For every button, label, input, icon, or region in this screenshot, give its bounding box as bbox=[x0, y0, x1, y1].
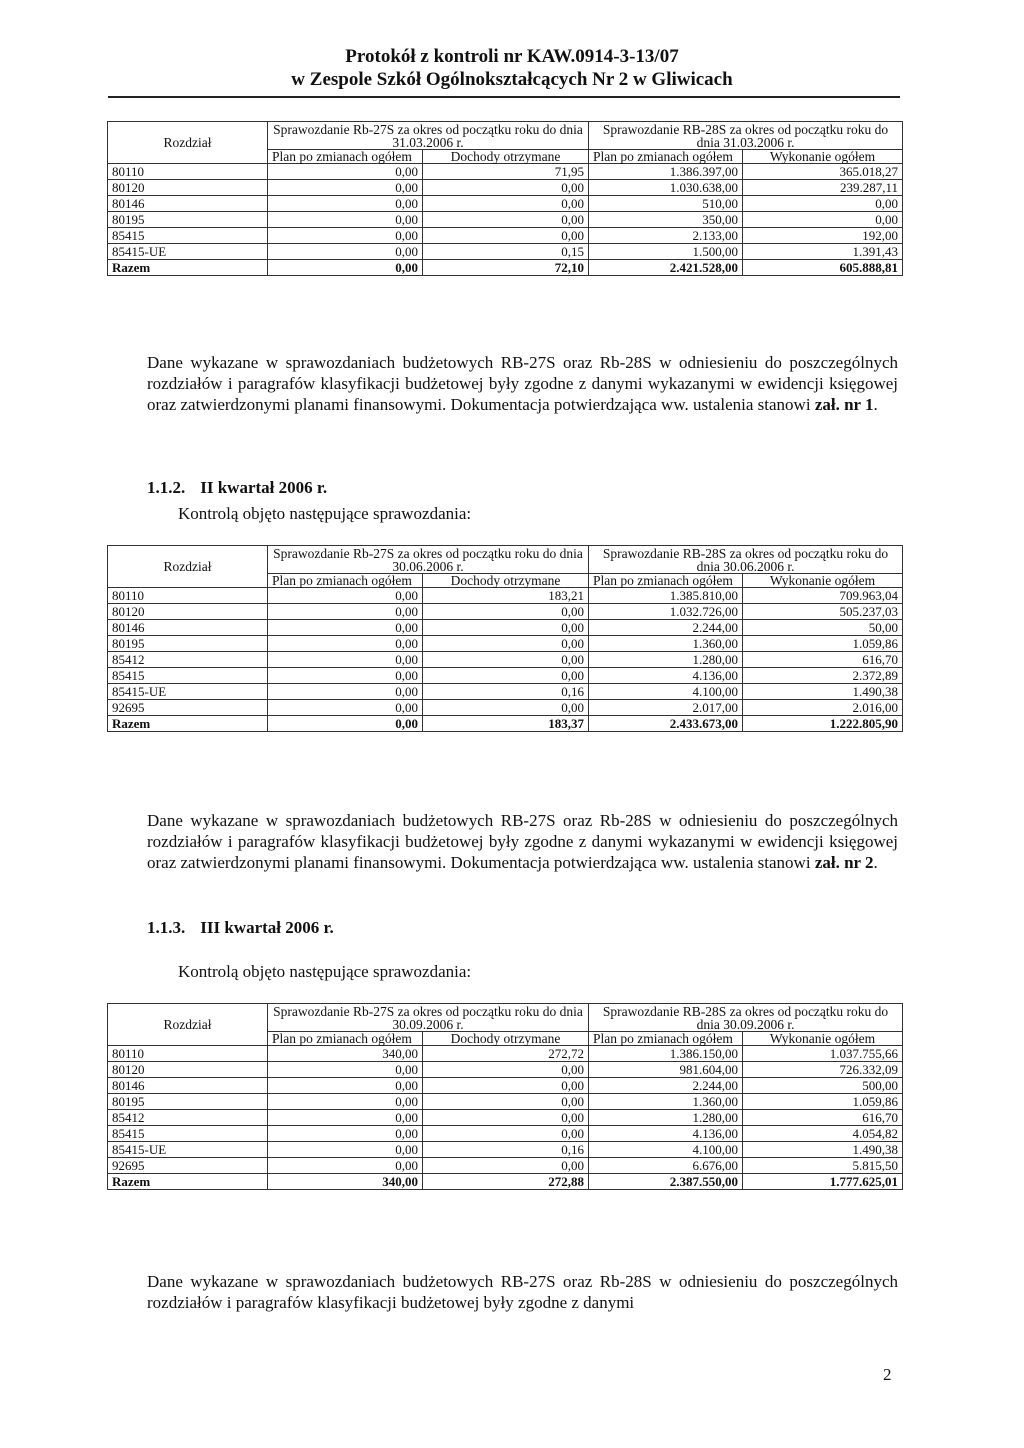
plan-28s-cell: 1.386.397,00 bbox=[589, 164, 743, 180]
wykonanie-cell: 709.963,04 bbox=[743, 588, 903, 604]
rozdzial-cell: 80146 bbox=[108, 1078, 268, 1094]
rozdzial-cell: 80110 bbox=[108, 588, 268, 604]
table-row bbox=[108, 1062, 903, 1078]
dochody-cell: 71,95 bbox=[423, 164, 589, 180]
group-rb27s: Sprawozdanie Rb-27S za okres od początku roku do dnia 30.09.2006 r. bbox=[268, 1004, 589, 1032]
dochody-cell: 0,00 bbox=[423, 1094, 589, 1110]
plan-27s-cell: 0,00 bbox=[268, 260, 423, 276]
plan-28s-cell: 1.360,00 bbox=[589, 636, 743, 652]
paragraph-3-text: Dane wykazane w sprawozdaniach budżetowych RB-27S oraz Rb-28S w odniesieniu do poszczególnych rozdziałów i paragrafów klasyfikacji budżetowej były zgodne z danymi bbox=[147, 1272, 898, 1312]
header-line-2: w Zespole Szkół Ogólnokształcących Nr 2 w Gliwicach bbox=[291, 69, 733, 90]
rozdzial-cell: 85415-UE bbox=[108, 684, 268, 700]
rozdzial-cell: 92695 bbox=[108, 1158, 268, 1174]
plan-28s-cell: 2.433.673,00 bbox=[589, 716, 743, 732]
section-title: III kwartał 2006 r. bbox=[200, 918, 334, 937]
col-rozdzial: Rozdział bbox=[108, 1004, 268, 1046]
rozdzial-cell: 85415 bbox=[108, 1126, 268, 1142]
plan-28s-cell: 1.032.726,00 bbox=[589, 604, 743, 620]
group-rb27s: Sprawozdanie Rb-27S za okres od początku roku do dnia 30.06.2006 r. bbox=[268, 546, 589, 574]
wykonanie-cell: 1.222.805,90 bbox=[743, 716, 903, 732]
col-dochody: Dochody otrzymane bbox=[423, 1032, 589, 1046]
paragraph-2-end: . bbox=[873, 853, 878, 872]
table-row bbox=[108, 1094, 903, 1110]
dochody-cell: 0,00 bbox=[423, 180, 589, 196]
col-dochody: Dochody otrzymane bbox=[423, 574, 589, 588]
paragraph-1-text: Dane wykazane w sprawozdaniach budżetowych RB-27S oraz Rb-28S w odniesieniu do poszczególnych rozdziałów i paragrafów klasyfikacji budżetowej były zgodne z danymi wykazanymi w ewidencji księgowej oraz zatwierdzonymi planami finansowymi. Dokumentacja potwierdzająca ww. ustalenia stanowi bbox=[147, 353, 898, 414]
table-row bbox=[108, 1158, 903, 1174]
wykonanie-cell: 1.059,86 bbox=[743, 636, 903, 652]
plan-28s-cell: 1.500,00 bbox=[589, 244, 743, 260]
plan-27s-cell: 0,00 bbox=[268, 604, 423, 620]
total-row bbox=[108, 1174, 903, 1190]
rozdzial-cell: 85412 bbox=[108, 1110, 268, 1126]
wykonanie-cell: 5.815,50 bbox=[743, 1158, 903, 1174]
table-row bbox=[108, 636, 903, 652]
wykonanie-cell: 616,70 bbox=[743, 652, 903, 668]
rozdzial-cell: Razem bbox=[108, 716, 268, 732]
plan-28s-cell: 4.136,00 bbox=[589, 1126, 743, 1142]
col-wykonanie: Wykonanie ogółem bbox=[743, 1032, 903, 1046]
report-table-q2 bbox=[107, 545, 903, 732]
group-rb28s: Sprawozdanie RB-28S za okres od początku roku do dnia 30.09.2006 r. bbox=[589, 1004, 903, 1032]
dochody-cell: 0,00 bbox=[423, 668, 589, 684]
dochody-cell: 0,00 bbox=[423, 700, 589, 716]
table-row bbox=[108, 244, 903, 260]
wykonanie-cell: 0,00 bbox=[743, 212, 903, 228]
wykonanie-cell: 0,00 bbox=[743, 196, 903, 212]
header-rule bbox=[108, 96, 900, 98]
section-heading-q3 bbox=[147, 918, 334, 938]
dochody-cell: 0,00 bbox=[423, 1110, 589, 1126]
plan-28s-cell: 1.030.638,00 bbox=[589, 180, 743, 196]
attachment-ref-1: zał. nr 1 bbox=[814, 395, 874, 414]
section-heading-q2 bbox=[147, 478, 327, 498]
plan-27s-cell: 0,00 bbox=[268, 716, 423, 732]
protocol-header bbox=[0, 45, 1024, 91]
plan-28s-cell: 4.136,00 bbox=[589, 668, 743, 684]
plan-28s-cell: 6.676,00 bbox=[589, 1158, 743, 1174]
plan-27s-cell: 0,00 bbox=[268, 636, 423, 652]
dochody-cell: 0,15 bbox=[423, 244, 589, 260]
wykonanie-cell: 4.054,82 bbox=[743, 1126, 903, 1142]
plan-27s-cell: 0,00 bbox=[268, 1110, 423, 1126]
plan-27s-cell: 0,00 bbox=[268, 244, 423, 260]
wykonanie-cell: 505.237,03 bbox=[743, 604, 903, 620]
wykonanie-cell: 1.059,86 bbox=[743, 1094, 903, 1110]
section-number: 1.1.2. bbox=[147, 478, 186, 497]
wykonanie-cell: 500,00 bbox=[743, 1078, 903, 1094]
total-row bbox=[108, 716, 903, 732]
rozdzial-cell: 80195 bbox=[108, 1094, 268, 1110]
table-row bbox=[108, 1110, 903, 1126]
table-row bbox=[108, 684, 903, 700]
dochody-cell: 0,00 bbox=[423, 1126, 589, 1142]
plan-27s-cell: 0,00 bbox=[268, 668, 423, 684]
dochody-cell: 0,16 bbox=[423, 684, 589, 700]
table-row bbox=[108, 1126, 903, 1142]
plan-28s-cell: 350,00 bbox=[589, 212, 743, 228]
plan-28s-cell: 1.386.150,00 bbox=[589, 1046, 743, 1062]
rozdzial-cell: 80195 bbox=[108, 636, 268, 652]
table-row bbox=[108, 604, 903, 620]
plan-28s-cell: 510,00 bbox=[589, 196, 743, 212]
wykonanie-cell: 1.777.625,01 bbox=[743, 1174, 903, 1190]
paragraph-1-end: . bbox=[873, 395, 878, 414]
dochody-cell: 0,00 bbox=[423, 604, 589, 620]
plan-27s-cell: 0,00 bbox=[268, 620, 423, 636]
rozdzial-cell: 92695 bbox=[108, 700, 268, 716]
col-rozdzial: Rozdział bbox=[108, 122, 268, 164]
dochody-cell: 0,16 bbox=[423, 1142, 589, 1158]
rozdzial-cell: 85415-UE bbox=[108, 244, 268, 260]
rozdzial-cell: 80110 bbox=[108, 1046, 268, 1062]
rozdzial-cell: 80120 bbox=[108, 604, 268, 620]
dochody-cell: 0,00 bbox=[423, 1062, 589, 1078]
wykonanie-cell: 50,00 bbox=[743, 620, 903, 636]
table-row bbox=[108, 652, 903, 668]
plan-27s-cell: 0,00 bbox=[268, 684, 423, 700]
dochody-cell: 183,37 bbox=[423, 716, 589, 732]
col-plan-27s: Plan po zmianach ogółem bbox=[268, 574, 423, 588]
rozdzial-cell: Razem bbox=[108, 1174, 268, 1190]
dochody-cell: 0,00 bbox=[423, 636, 589, 652]
group-rb27s: Sprawozdanie Rb-27S za okres od początku roku do dnia 31.03.2006 r. bbox=[268, 122, 589, 150]
col-plan-28s: Plan po zmianach ogółem bbox=[589, 150, 743, 164]
plan-28s-cell: 1.280,00 bbox=[589, 652, 743, 668]
plan-28s-cell: 4.100,00 bbox=[589, 684, 743, 700]
plan-28s-cell: 1.360,00 bbox=[589, 1094, 743, 1110]
table-row bbox=[108, 700, 903, 716]
section-number: 1.1.3. bbox=[147, 918, 186, 937]
table-row bbox=[108, 180, 903, 196]
plan-27s-cell: 0,00 bbox=[268, 1094, 423, 1110]
table-row bbox=[108, 212, 903, 228]
plan-27s-cell: 0,00 bbox=[268, 1078, 423, 1094]
plan-28s-cell: 981.604,00 bbox=[589, 1062, 743, 1078]
rozdzial-cell: 80120 bbox=[108, 180, 268, 196]
rozdzial-cell: 85415-UE bbox=[108, 1142, 268, 1158]
dochody-cell: 0,00 bbox=[423, 196, 589, 212]
table-row bbox=[108, 1142, 903, 1158]
plan-28s-cell: 2.387.550,00 bbox=[589, 1174, 743, 1190]
total-row bbox=[108, 260, 903, 276]
dochody-cell: 0,00 bbox=[423, 212, 589, 228]
col-rozdzial: Rozdział bbox=[108, 546, 268, 588]
table-row bbox=[108, 196, 903, 212]
wykonanie-cell: 616,70 bbox=[743, 1110, 903, 1126]
rozdzial-cell: 80146 bbox=[108, 620, 268, 636]
group-rb28s: Sprawozdanie RB-28S za okres od początku roku do dnia 31.03.2006 r. bbox=[589, 122, 903, 150]
paragraph-2 bbox=[147, 810, 898, 873]
intro-text-q2: Kontrolą objęto następujące sprawozdania: bbox=[178, 504, 472, 523]
dochody-cell: 0,00 bbox=[423, 652, 589, 668]
plan-27s-cell: 0,00 bbox=[268, 588, 423, 604]
wykonanie-cell: 2.016,00 bbox=[743, 700, 903, 716]
table-row bbox=[108, 228, 903, 244]
plan-27s-cell: 340,00 bbox=[268, 1174, 423, 1190]
rozdzial-cell: 85412 bbox=[108, 652, 268, 668]
group-rb28s: Sprawozdanie RB-28S za okres od początku roku do dnia 30.06.2006 r. bbox=[589, 546, 903, 574]
wykonanie-cell: 365.018,27 bbox=[743, 164, 903, 180]
wykonanie-cell: 239.287,11 bbox=[743, 180, 903, 196]
intro-text-q3: Kontrolą objęto następujące sprawozdania: bbox=[178, 962, 472, 981]
table-row bbox=[108, 668, 903, 684]
dochody-cell: 72,10 bbox=[423, 260, 589, 276]
header-line-1: Protokół z kontroli nr KAW.0914-3-13/07 bbox=[345, 46, 679, 67]
plan-27s-cell: 0,00 bbox=[268, 1158, 423, 1174]
rozdzial-cell: 85415 bbox=[108, 668, 268, 684]
dochody-cell: 272,72 bbox=[423, 1046, 589, 1062]
table-row bbox=[108, 1046, 903, 1062]
rozdzial-cell: 80195 bbox=[108, 212, 268, 228]
dochody-cell: 0,00 bbox=[423, 1078, 589, 1094]
col-dochody: Dochody otrzymane bbox=[423, 150, 589, 164]
plan-27s-cell: 0,00 bbox=[268, 1062, 423, 1078]
page-number: 2 bbox=[883, 1365, 892, 1384]
paragraph-3 bbox=[147, 1271, 898, 1313]
paragraph-2-text: Dane wykazane w sprawozdaniach budżetowych RB-27S oraz Rb-28S w odniesieniu do poszczególnych rozdziałów i paragrafów klasyfikacji budżetowej były zgodne z danymi wykazanymi w ewidencji księgowej oraz zatwierdzonymi planami finansowymi. Dokumentacja potwierdzająca ww. ustalenia stanowi bbox=[147, 811, 898, 872]
plan-27s-cell: 0,00 bbox=[268, 1142, 423, 1158]
plan-28s-cell: 4.100,00 bbox=[589, 1142, 743, 1158]
dochody-cell: 0,00 bbox=[423, 1158, 589, 1174]
wykonanie-cell: 605.888,81 bbox=[743, 260, 903, 276]
paragraph-1 bbox=[147, 352, 898, 415]
plan-28s-cell: 2.421.528,00 bbox=[589, 260, 743, 276]
table-row bbox=[108, 620, 903, 636]
dochody-cell: 0,00 bbox=[423, 228, 589, 244]
section-title: II kwartał 2006 r. bbox=[200, 478, 328, 497]
plan-28s-cell: 2.133,00 bbox=[589, 228, 743, 244]
rozdzial-cell: 85415 bbox=[108, 228, 268, 244]
attachment-ref-2: zał. nr 2 bbox=[814, 853, 874, 872]
plan-28s-cell: 2.017,00 bbox=[589, 700, 743, 716]
wykonanie-cell: 192,00 bbox=[743, 228, 903, 244]
table-row bbox=[108, 164, 903, 180]
plan-27s-cell: 0,00 bbox=[268, 700, 423, 716]
plan-27s-cell: 0,00 bbox=[268, 212, 423, 228]
plan-28s-cell: 1.385.810,00 bbox=[589, 588, 743, 604]
plan-27s-cell: 0,00 bbox=[268, 164, 423, 180]
plan-27s-cell: 340,00 bbox=[268, 1046, 423, 1062]
plan-28s-cell: 2.244,00 bbox=[589, 1078, 743, 1094]
col-plan-28s: Plan po zmianach ogółem bbox=[589, 574, 743, 588]
report-table-q1 bbox=[107, 121, 903, 276]
wykonanie-cell: 2.372,89 bbox=[743, 668, 903, 684]
wykonanie-cell: 1.391,43 bbox=[743, 244, 903, 260]
plan-28s-cell: 2.244,00 bbox=[589, 620, 743, 636]
col-plan-27s: Plan po zmianach ogółem bbox=[268, 1032, 423, 1046]
plan-27s-cell: 0,00 bbox=[268, 196, 423, 212]
plan-27s-cell: 0,00 bbox=[268, 1126, 423, 1142]
report-table-q3 bbox=[107, 1003, 903, 1190]
col-plan-28s: Plan po zmianach ogółem bbox=[589, 1032, 743, 1046]
col-wykonanie: Wykonanie ogółem bbox=[743, 574, 903, 588]
dochody-cell: 0,00 bbox=[423, 620, 589, 636]
rozdzial-cell: 80120 bbox=[108, 1062, 268, 1078]
table-row bbox=[108, 1078, 903, 1094]
plan-27s-cell: 0,00 bbox=[268, 180, 423, 196]
plan-28s-cell: 1.280,00 bbox=[589, 1110, 743, 1126]
rozdzial-cell: Razem bbox=[108, 260, 268, 276]
plan-27s-cell: 0,00 bbox=[268, 652, 423, 668]
wykonanie-cell: 1.037.755,66 bbox=[743, 1046, 903, 1062]
wykonanie-cell: 726.332,09 bbox=[743, 1062, 903, 1078]
col-plan-27s: Plan po zmianach ogółem bbox=[268, 150, 423, 164]
col-wykonanie: Wykonanie ogółem bbox=[743, 150, 903, 164]
wykonanie-cell: 1.490,38 bbox=[743, 1142, 903, 1158]
table-row bbox=[108, 588, 903, 604]
rozdzial-cell: 80146 bbox=[108, 196, 268, 212]
plan-27s-cell: 0,00 bbox=[268, 228, 423, 244]
dochody-cell: 183,21 bbox=[423, 588, 589, 604]
dochody-cell: 272,88 bbox=[423, 1174, 589, 1190]
wykonanie-cell: 1.490,38 bbox=[743, 684, 903, 700]
rozdzial-cell: 80110 bbox=[108, 164, 268, 180]
